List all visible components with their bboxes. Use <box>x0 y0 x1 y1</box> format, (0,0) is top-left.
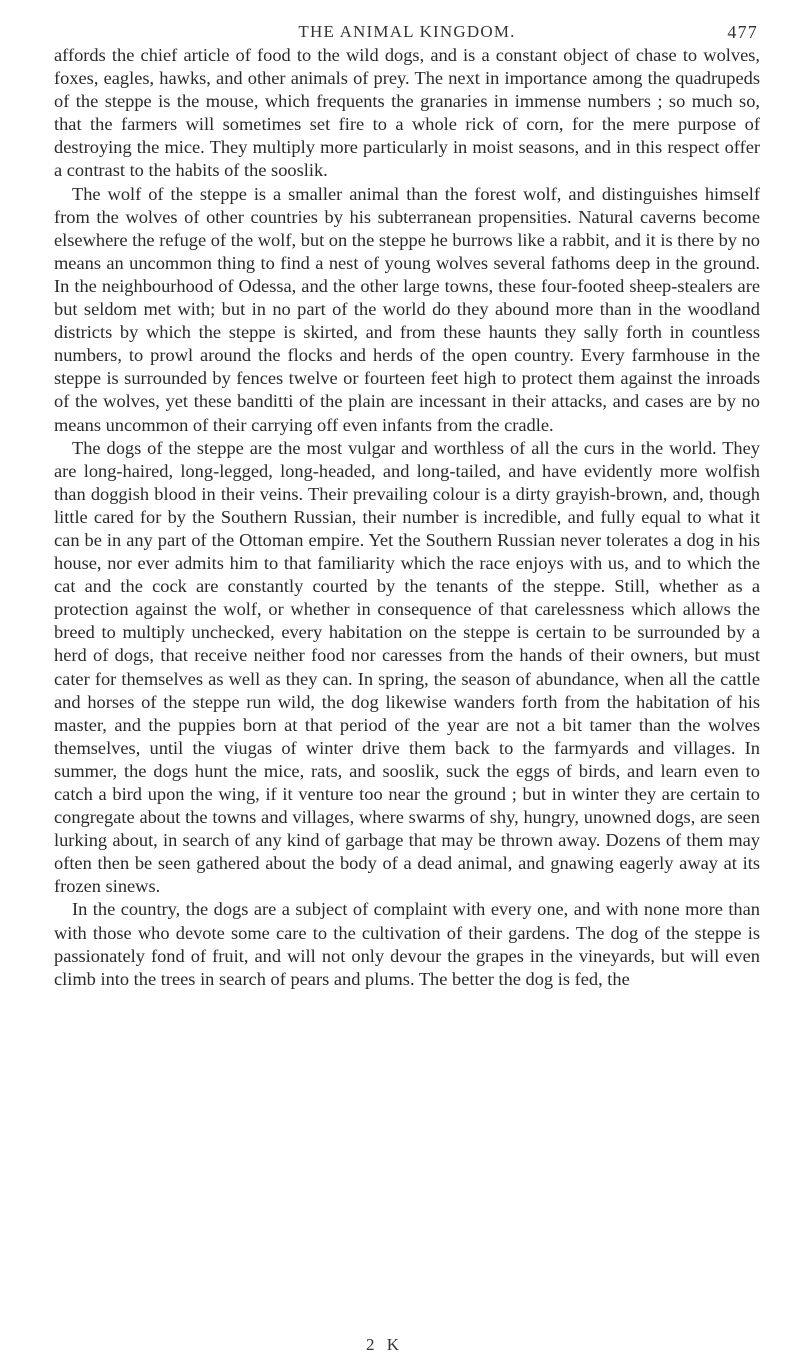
paragraph-sooslik-mouse: affords the chief article of food to the wild dogs, and is a constant object of chase to wolves, foxes, eagles, hawks, and other animals of prey. The next in importance among the quadrupeds of the steppe is the mouse, which frequents the granaries in immense numbers ; so much so, that the farmers will sometimes set fire to a whole rick of corn, for the mere purpose of destroying the mice. They multiply more particularly in moist seasons, and in this respect offer a contrast to the habits of the sooslik. <box>54 45 760 181</box>
paragraph-dogs: The dogs of the steppe are the most vulgar and worthless of all the curs in the world. They are long-haired, long-legged, long-headed, and long-tailed, and have evidently more wolfish than doggish blood in their veins. Their prevailing colour is a dirty grayish-brown, and, though little cared for by the Southern Russian, their number is incredible, and fully equal to what it can be in any part of the Ottoman empire. Yet the Southern Russian never tolerates a dog in his house, nor ever admits him to that familiarity which the race enjoys with us, and to which the cat and the cock are constantly courted by the tenants of the steppe. Still, whether as a protection against the wolf, or whether in consequence of that carelessness which allows the breed to multiply unchecked, every habitation on the steppe is certain to be surrounded by a herd of dogs, that receive neither food nor caresses from the hands of their owners, but must cater for themselves as well as they can. In spring, the season of abundance, when all the cattle and horses of the steppe run wild, the dog likewise wanders forth from the habitation of his master, and the puppies born at that period of the year are not a bit tamer than the wolves themselves, until the viugas of winter drive them back to the farmyards and villages. In summer, the dogs hunt the mice, rats, and sooslik, suck the eggs of birds, and learn even to catch a bird upon the wing, if it venture too near the ground ; but in winter they are certain to congregate about the towns and villages, where swarms of shy, hungry, unowned dogs, are seen lurking about, in search of any kind of garbage that may be thrown away. Dozens of them may often then be seen gathered about the body of a dead animal, and gnawing eagerly away at its frozen sinews. <box>54 437 760 897</box>
body-text <box>54 44 760 991</box>
running-header <box>54 14 760 44</box>
page-number: 477 <box>727 22 758 42</box>
running-title: THE ANIMAL KINGDOM. <box>298 22 516 41</box>
book-page <box>54 14 760 991</box>
paragraph-wolf: The wolf of the steppe is a smaller animal than the forest wolf, and distinguishes himself from the wolves of other countries by his subterranean propensities. Natural caverns become elsewhere the refuge of the wolf, but on the steppe he burrows like a rabbit, and it is there by no means an uncommon thing to find a nest of young wolves several fathoms deep in the ground. In the neighbourhood of Odessa, and the other large towns, these four-footed sheep-stealers are but seldom met with; but in no part of the world do they abound more than in the woodland districts by which the steppe is skirted, and from these haunts they sally forth in countless numbers, to prowl around the flocks and herds of the open country. Every farmhouse in the steppe is surrounded by fences twelve or fourteen feet high to protect them against the inroads of the wolves, yet these banditti of the plain are incessant in their attacks, and cases are by no means uncommon of their carrying off even infants from the cradle. <box>54 183 760 435</box>
signature-mark: 2 K <box>366 1335 404 1354</box>
paragraph-country-dogs: In the country, the dogs are a subject of complaint with every one, and with none more than with those who devote some care to the cultivation of their gardens. The dog of the steppe is passionately fond of fruit, and will not only devour the grapes in the vineyards, but will even climb into the trees in search of pears and plums. The better the dog is fed, the <box>54 899 760 989</box>
